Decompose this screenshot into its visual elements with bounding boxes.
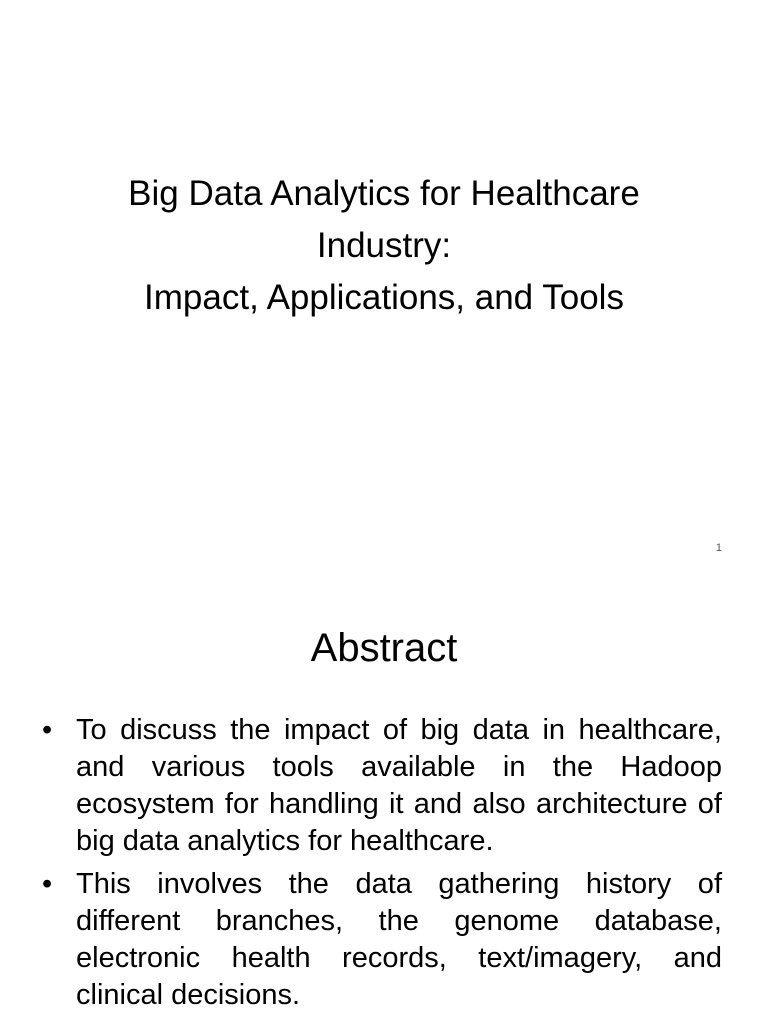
abstract-bullet-list [40,712,722,1020]
bullet-text-1: To discuss the impact of big data in healthcare, and various tools available in the Hadoop ecosystem for handling it and also architecture of big data analytics for healthcare. [76,714,722,857]
title-line-3: Impact, Applications, and Tools [144,278,624,317]
slide-title [0,168,768,324]
bullet-item-2 [40,866,722,1014]
page-number: 1 [715,542,722,554]
bullet-dot-icon: • [42,868,53,900]
abstract-slide [0,576,768,1024]
bullet-text-2: This involves the data gathering history of different branches, the genome database, electronic health records, text/imagery, and clinical decisions. [76,868,722,1011]
bullet-item-1 [40,712,722,860]
abstract-heading: Abstract [310,626,458,670]
bullet-dot-icon: • [42,714,53,746]
title-line-1: Big Data Analytics for Healthcare [128,174,640,213]
title-line-2: Industry: [316,226,452,265]
